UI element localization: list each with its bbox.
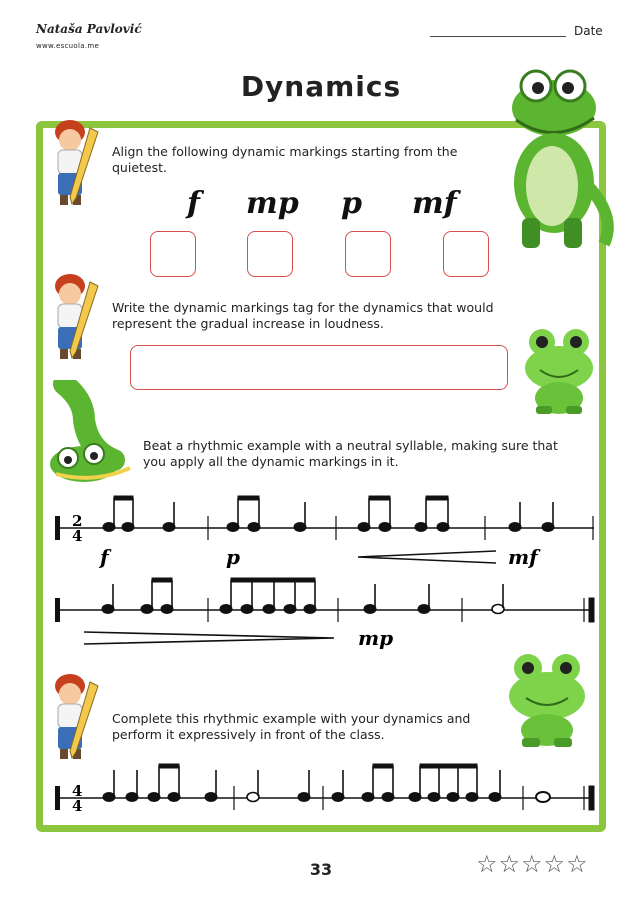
time-sig-bottom: 4 — [72, 797, 83, 815]
task1-instruction: Align the following dynamic markings starting from the quietest. — [112, 144, 458, 175]
frog-icon — [522, 326, 596, 416]
marking-p: p — [341, 186, 362, 221]
task4-instruction: Complete this rhythmic example with your dynamics and perform it expressively in front of the class. — [112, 711, 471, 742]
answer-field-crescendo[interactable] — [130, 345, 508, 390]
boy-pencil-icon — [46, 272, 106, 364]
crocodile-lying-icon — [44, 380, 136, 486]
author-name: Nataša Pavlović — [36, 22, 142, 36]
date-line[interactable] — [430, 36, 566, 37]
marking-mf: mf — [412, 186, 457, 221]
page-title: Dynamics — [240, 70, 402, 103]
task2-instruction: Write the dynamic markings tag for the dynamics that would represent the gradual increase in loudness. — [112, 300, 494, 331]
clef-bar — [55, 516, 60, 540]
answer-box-2[interactable] — [247, 231, 293, 277]
time-sig-top: 4 — [72, 782, 83, 800]
boy-pencil-icon — [46, 672, 106, 764]
dyn-mf: mf — [508, 545, 538, 569]
rhythm-example-task4[interactable] — [48, 760, 600, 822]
task3-instruction: Beat a rhythmic example with a neutral syllable, making sure that you apply all the dynamic markings in it. — [143, 438, 558, 469]
answer-box-1[interactable] — [150, 231, 196, 277]
dyn-p: p — [226, 545, 240, 569]
decrescendo-hairpin — [84, 632, 334, 644]
time-sig-bottom: 4 — [72, 527, 83, 545]
rhythm-example-task3 — [48, 490, 600, 658]
boy-pencil-icon — [46, 118, 106, 210]
dyn-f: f — [100, 545, 109, 569]
date-label: Date — [574, 24, 603, 38]
page-number: 33 — [309, 860, 333, 879]
crescendo-hairpin — [358, 551, 496, 563]
crocodile-icon — [494, 68, 616, 254]
site-url: www.escuola.me — [36, 42, 100, 50]
answer-box-4[interactable] — [443, 231, 489, 277]
rating-stars[interactable]: ☆☆☆☆☆ — [476, 850, 589, 878]
frog-icon — [504, 650, 590, 750]
marking-mp: mp — [246, 186, 299, 221]
dyn-mp: mp — [358, 626, 394, 650]
marking-f: f — [187, 186, 200, 221]
time-sig-top: 2 — [72, 512, 83, 530]
answer-box-3[interactable] — [345, 231, 391, 277]
